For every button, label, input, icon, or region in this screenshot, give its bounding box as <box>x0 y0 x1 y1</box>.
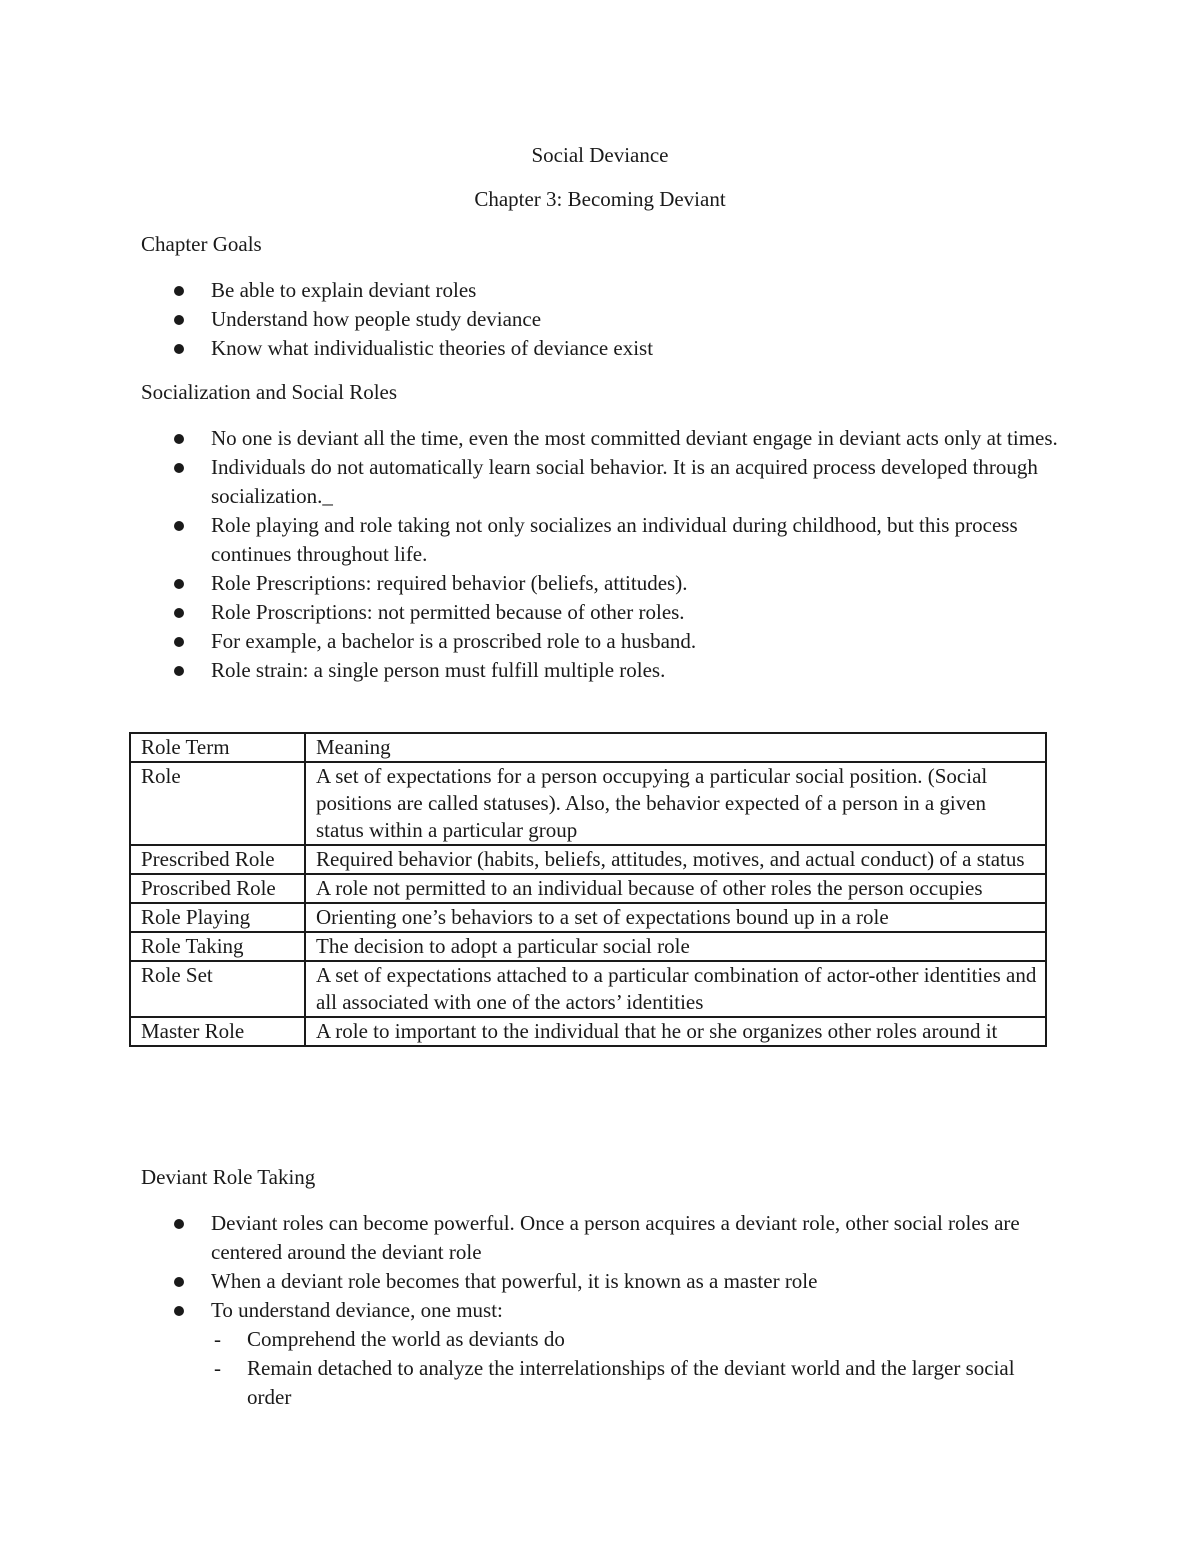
list-item: Role Prescriptions: required behavior (beliefs, attitudes). <box>141 569 1061 598</box>
role-term-cell: Proscribed Role <box>130 874 305 903</box>
document-title: Social Deviance <box>531 143 669 167</box>
bullet-icon <box>174 608 184 618</box>
column-header-meaning: Meaning <box>305 733 1046 762</box>
table-row <box>130 903 1046 932</box>
list-item: Individuals do not automatically learn social behavior. It is an acquired process developed through socialization._ <box>141 453 1061 511</box>
bullet-icon <box>174 344 184 354</box>
deviant-role-taking-heading: Deviant Role Taking <box>141 1165 316 1189</box>
table-header-row <box>130 733 1046 762</box>
bullet-icon <box>174 666 184 676</box>
bullet-icon <box>174 637 184 647</box>
meaning-cell: A set of expectations attached to a particular combination of actor-other identities and all associated with one of the actors’ identities <box>305 961 1046 1017</box>
dash-marker: - <box>214 1327 221 1351</box>
table-row <box>130 932 1046 961</box>
sub-list-item: - Remain detached to analyze the interrelationships of the deviant world and the larger social order <box>214 1356 1015 1409</box>
list-item: No one is deviant all the time, even the most committed deviant engage in deviant acts only at times. <box>141 424 1061 453</box>
table-row <box>130 1017 1046 1046</box>
table-row <box>130 874 1046 903</box>
bullet-icon <box>174 434 184 444</box>
table-row <box>130 961 1046 1017</box>
role-term-cell: Role Playing <box>130 903 305 932</box>
list-item: Be able to explain deviant roles <box>141 276 1061 305</box>
role-term-cell: Role Set <box>130 961 305 1017</box>
role-term-cell: Prescribed Role <box>130 845 305 874</box>
list-item: Deviant roles can become powerful. Once a person acquires a deviant role, other social roles are centered around the deviant role <box>141 1209 1061 1267</box>
bullet-icon <box>174 1219 184 1229</box>
bullet-icon <box>174 463 184 473</box>
meaning-cell: A set of expectations for a person occupying a particular social position. (Social positions are called statuses). Also, the behavior expected of a person in a given status within a particular group <box>305 762 1046 845</box>
list-item: Understand how people study deviance <box>141 305 1061 334</box>
list-item: For example, a bachelor is a proscribed role to a husband. <box>141 627 1061 656</box>
role-term-cell: Role <box>130 762 305 845</box>
meaning-cell: A role to important to the individual that he or she organizes other roles around it <box>305 1017 1046 1046</box>
sub-list-item: - Comprehend the world as deviants do <box>141 1325 1061 1354</box>
list-item: To understand deviance, one must: <box>141 1296 1061 1325</box>
socialization-heading: Socialization and Social Roles <box>141 380 398 404</box>
meaning-cell: Orienting one’s behaviors to a set of expectations bound up in a role <box>305 903 1046 932</box>
dash-marker: - <box>214 1356 221 1380</box>
column-header-role-term: Role Term <box>130 733 305 762</box>
list-item: Role Proscriptions: not permitted because of other roles. <box>141 598 1061 627</box>
list-item: Role strain: a single person must fulfill multiple roles. <box>141 656 1061 685</box>
list-item: Know what individualistic theories of deviance exist <box>141 334 1061 363</box>
role-term-cell: Role Taking <box>130 932 305 961</box>
table-row <box>130 762 1046 845</box>
chapter-goals-list <box>141 276 1061 363</box>
role-term-cell: Master Role <box>130 1017 305 1046</box>
meaning-cell: A role not permitted to an individual because of other roles the person occupies <box>305 874 1046 903</box>
meaning-cell: The decision to adopt a particular social role <box>305 932 1046 961</box>
role-terms-table <box>129 732 1047 1047</box>
list-item: Role playing and role taking not only socializes an individual during childhood, but this process continues throughout life. <box>141 511 1061 569</box>
chapter-goals-heading: Chapter Goals <box>141 232 262 256</box>
deviant-role-taking-list <box>141 1209 1061 1412</box>
bullet-icon <box>174 315 184 325</box>
table-row <box>130 845 1046 874</box>
bullet-icon <box>174 1277 184 1287</box>
bullet-icon <box>174 579 184 589</box>
bullet-icon <box>174 1306 184 1316</box>
meaning-cell: Required behavior (habits, beliefs, attitudes, motives, and actual conduct) of a status <box>305 845 1046 874</box>
bullet-icon <box>174 286 184 296</box>
list-item: When a deviant role becomes that powerful, it is known as a master role <box>141 1267 1061 1296</box>
socialization-list <box>141 424 1061 685</box>
chapter-subtitle: Chapter 3: Becoming Deviant <box>474 187 726 211</box>
bullet-icon <box>174 521 184 531</box>
